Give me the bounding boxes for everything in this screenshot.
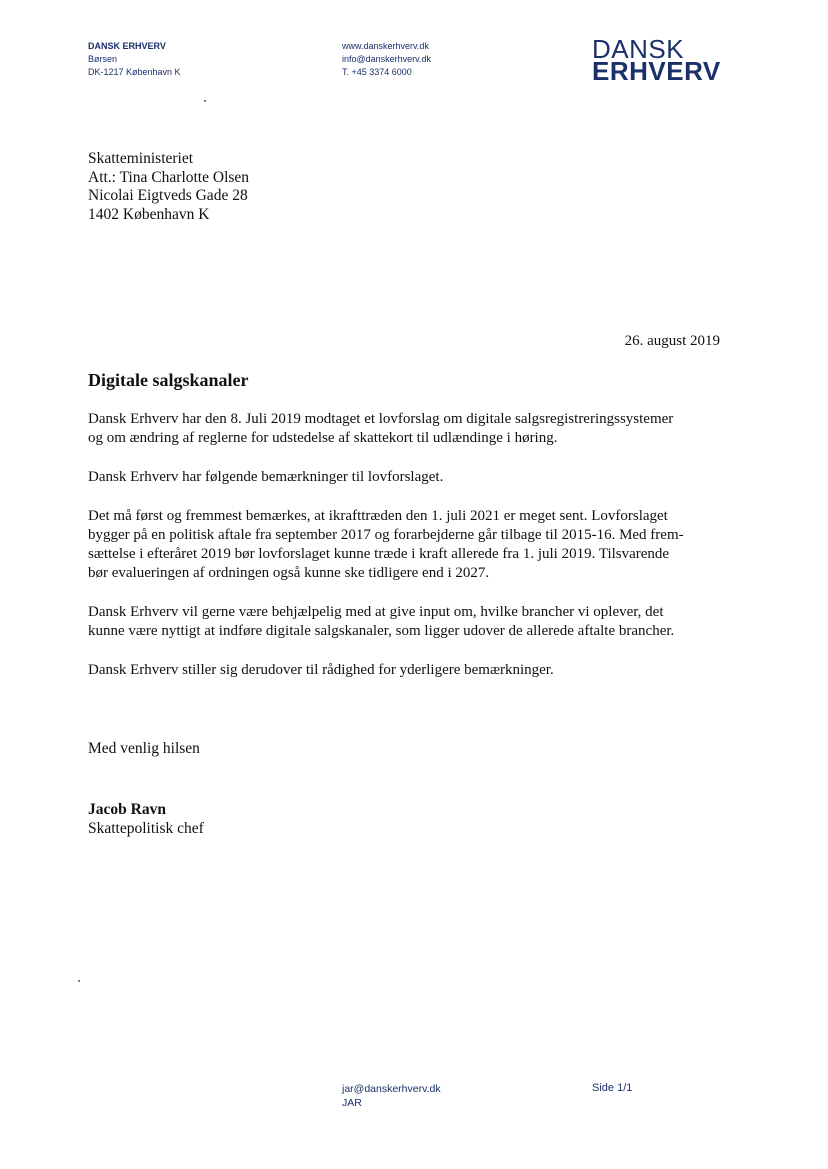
closing-salutation: Med venlig hilsen — [88, 740, 200, 757]
footer-contact — [342, 1082, 441, 1110]
sender-address-line2: DK-1217 København K — [88, 67, 181, 77]
signature-block — [88, 800, 204, 838]
body-paragraph-4: Dansk Erhverv vil gerne være behjælpelig med at give input om, hvilke brancher vi oplever, det kunne være nyttigt at indføre digitale salgskanaler, som ligger udover de allerede aftalte brancher. — [88, 604, 675, 639]
signatory-title: Skattepolitisk chef — [88, 820, 204, 837]
sender-name: DANSK ERHVERV — [88, 41, 166, 51]
contact-website: www.danskerhverv.dk — [342, 41, 429, 51]
letter-date: 26. august 2019 — [624, 333, 720, 349]
recipient-line2: Att.: Tina Charlotte Olsen — [88, 168, 250, 186]
scan-speck — [78, 980, 80, 982]
footer-initials: JAR — [342, 1097, 362, 1109]
contact-phone: T. +45 3374 6000 — [342, 67, 412, 77]
body-paragraph-5: Dansk Erhverv stiller sig derudover til rådighed for yderligere bemærkninger. — [88, 662, 554, 678]
scan-speck — [204, 100, 206, 102]
contact-block — [342, 40, 431, 79]
recipient-line4: 1402 København K — [88, 205, 210, 223]
body-paragraph-2: Dansk Erhverv har følgende bemærkninger til lovforslaget. — [88, 469, 444, 485]
dansk-erhverv-logo — [592, 34, 721, 86]
footer-email: jar@danskerhverv.dk — [342, 1083, 441, 1095]
body-paragraph-3: Det må først og fremmest bemærkes, at ikrafttræden den 1. juli 2021 er meget sent. Lovforslaget bygger på en politisk aftale fra september 2017 og forarbejderne går tilbage til 2015-16. Med frem- sættelse i efteråret 2019 bør lovforslaget kunne træde i kraft allerede fra 1. juli 2019. Tilsvarende bør evalueringen af ordningen også kunne ske tidligere end i 2027. — [88, 508, 684, 581]
recipient-address — [88, 150, 249, 224]
recipient-line3: Nicolai Eigtveds Gade 28 — [88, 187, 248, 204]
sender-address-line1: Børsen — [88, 54, 118, 64]
logo-line2: ERHVERV — [592, 56, 721, 86]
page-number: Side 1/1 — [592, 1082, 633, 1094]
contact-email: info@danskerhverv.dk — [342, 54, 432, 64]
recipient-line1: Skatteministeriet — [88, 150, 194, 167]
logo-line1: DANSK — [592, 34, 685, 64]
body-paragraph-1: Dansk Erhverv har den 8. Juli 2019 modtaget et lovforslag om digitale salgsregistreringssystemer og om ændring af reglerne for udstedelse af skattekort til udlændinge i høring. — [88, 411, 674, 446]
letter-body — [88, 410, 728, 700]
letter-subject: Digitale salgskanaler — [88, 370, 249, 390]
signatory-name: Jacob Ravn — [88, 801, 166, 818]
sender-block — [88, 40, 181, 79]
